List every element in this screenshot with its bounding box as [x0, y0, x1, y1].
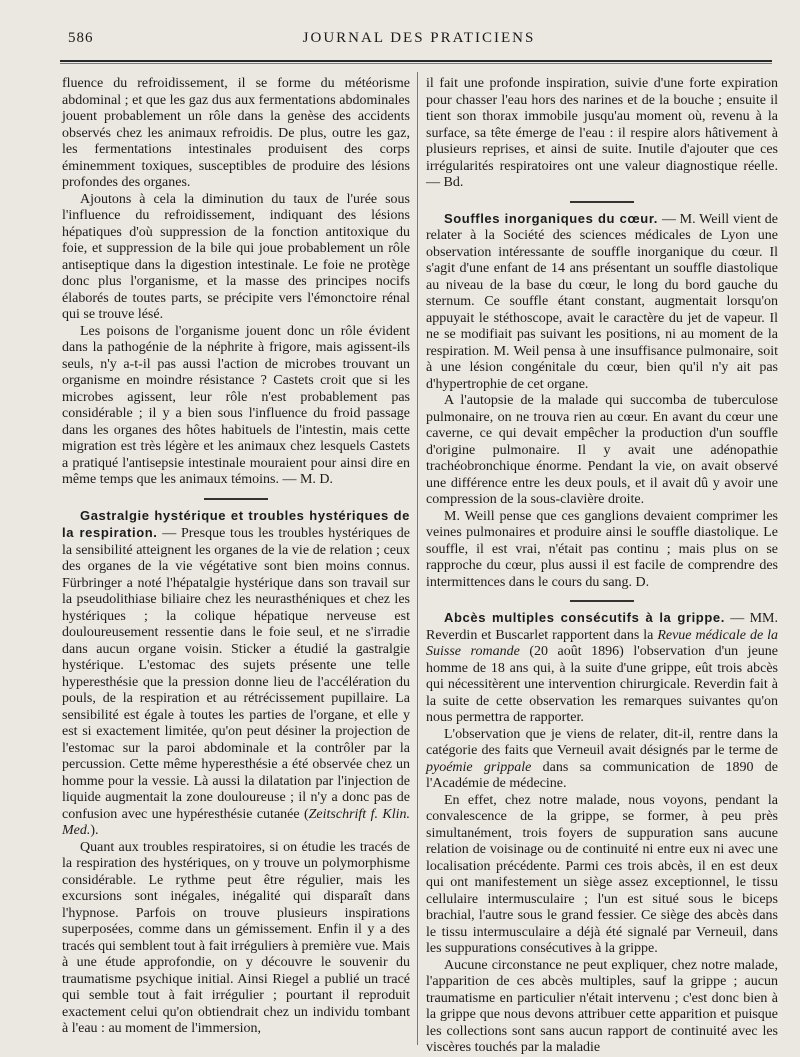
article-abces: [426, 610, 778, 727]
section-separator: [204, 498, 268, 500]
citation: Revue médicale de la Suisse romande: [426, 627, 778, 659]
paragraph: Ajoutons à cela la diminution du taux de l'urée sous l'influence du refroidissement, indiquant des lésions hépatiques d'où suppression de la fonction antitoxique du foie, et suppression de la bile qui joue probablement un rôle antiseptique dans la digestion intestinale. Le foie ne protège donc plus l'organisme, et la masse des principes nocifs élaborés de toutes parts, se précipite vers l'émonctoire rénal qui se trouve lésé.: [62, 191, 410, 322]
section-title: Gastralgie hystérique et troubles hystériques de la respiration.: [62, 507, 410, 540]
column-divider: [417, 72, 418, 1045]
paragraph: il fait une profonde inspiration, suivie d'une forte expiration pour chasser l'eau hors des narines et de la bouche ; ensuite il tient son thorax immobile jusqu'au moment où, revenu à la surface, sa tête émerge de l'eau : il respire alors hâtivement à plusieurs reprises, et ainsi de suite. Inutile d'ajouter que ces irrégularités respiratoires ont une valeur diagnostique réelle. — Bd.: [426, 76, 778, 190]
article-text: dans sa communication de 1890 de l'Académie de médecine.: [426, 759, 779, 791]
article-text: — Presque tous les troubles hystériques de la sensibilité atteignent les organes de la vie de relation ; ceux des organes de la vie végétative sont bien moins connus. Fürbringer a noté l'hépatalgie hystérique dans son travail sur la pseudolithiase biliaire chez les neurasthéniques et chez les hystériques ; la colique hépatique nerveuse est douloureusement ressentie dans le foie seul, et ne s'irradie dans aucun organe voisin. Sticker a étudié la gastralgie hystérique. L'estomac des sujets présente une telle hyperesthésie que la pression donne lieu de l'accélération du pouls, de la respiration et au rétrécissement pupillaire. La sensibilité est égale à toutes les parties de l'organe, et elle y est si exactement limitée, qu'on peut désiner la projection de l'estomac sur la paroi abdominale et la contrôler par la percussion. Cette même hyperesthésie a été observée chez un homme pour la vessie. Là aussi la dilatation par l'injection de liquide augmentait la zone douloureuse ; il n'y a donc pas de confusion avec une hypéresthésie cutanée (: [62, 526, 411, 822]
paragraph: A l'autopsie de la malade qui succomba de tuberculose pulmonaire, on ne trouva rien au cœur. En avant du cœur une caverne, ce qui devait empêcher la production d'un souffle d'origine pulmonaire. Il y avait une adénopathie trachéobronchique énorme. Pendant la vie, on avait observé une différence entre les deux pouls, et il avait dû y avoir une compression de la sous-clavière droite.: [426, 393, 778, 507]
journal-title: JOURNAL DES PRATICIENS: [302, 30, 536, 46]
paragraph: Aucune circonstance ne peut expliquer, chez notre malade, l'apparition de ces abcès multiples, sauf la grippe ; aucun traumatisme en particulier n'était intervenu ; c'est donc bien à la grippe que nous devons attribuer cette apparition et puisque les collections sont sans aucun rapport de continuité avec les viscères touchés par la maladie: [426, 957, 778, 1055]
article-gastralgie: [62, 508, 410, 840]
left-column: [62, 76, 410, 1038]
paragraph: M. Weill pense que ces ganglions devaient comprimer les veines pulmonaires et produire ainsi le souffle diastolique. Le souffle, il est vrai, n'était pas continu ; mais plus on se rapproche du cœur, plus aussi il est facile de comprendre des intermittences dans le cours du sang. D.: [426, 508, 778, 590]
paragraph: fluence du refroidissement, il se forme du météorisme abdominal ; et que les gaz dus aux fermentations abdominales jouent probablement un rôle dans la genèse des accidents observés chez les animaux refroidis. De plus, outre les gaz, les fermentations intestinales produisent des corps éminemment toxiques, susceptibles de produire des lésions profondes des organes.: [62, 76, 410, 190]
page-header: [68, 30, 770, 54]
section-title: Souffles inorganiques du cœur.: [444, 210, 658, 226]
paragraph: [426, 727, 778, 793]
header-rule: [60, 60, 772, 62]
citation: Zeitschrift f. Klin. Med.: [62, 806, 410, 838]
header-rule-thin: [60, 63, 772, 64]
paragraph: Quant aux troubles respiratoires, si on étudie les tracés de la respiration des hystériques, on y trouve un polymorphisme considérable. Le rythme peut être régulier, mais les excursions sont inégales, inégalité qui disparaît dans l'hypnose. Parfois on trouve plusieurs inspirations superposées, comme dans un gémissement. Enfin il y a des tracés qui semblent tout à fait irréguliers à première vue. Mais à une étude approfondie, on y découvre le souvenir du traumatisme psychique initial. Ainsi Riegel a publié un tracé qui semble tout à fait irrégulier ; pourtant il reproduit exactement celui qu'on obtiendrait chez un individu tombant à l'eau : au moment de l'immersion,: [62, 839, 410, 1036]
article-text: — MM. Reverdin et Buscarlet rapportent dans la: [426, 611, 778, 643]
article-souffles: [426, 211, 778, 394]
page-number: 586: [68, 30, 94, 46]
article-text: — M. Weill vient de relater à la Société des sciences médicales de Lyon une observation intéressante de souffle inorganique du cœur. Il s'agit d'une enfant de 14 ans présentant un souffle diastolique au niveau de la base du cœur, le long du bord gauche du sternum. Ce souffle étant constant, augmentait lorsqu'on appuyait le stéthoscope, avait le caractère du jet de vapeur. Il ne se modifiait pas suivant les positions, ni au moment de la respiration. M. Weil pensa à une insuffisance pulmonaire, soit à une lésion congénitale du cœur, bien qu'il n'y ait pas d'hypertrophie de cet organe.: [426, 211, 778, 392]
article-text: (20 août 1896) l'observation d'un jeune homme de 18 ans qui, à la suite d'une grippe, eût trois abcès qui nécessitèrent une intervention chirurgicale. Reverdin fait à la suite de cette observation les remarques suivantes qu'on nous permettra de rapporter.: [426, 644, 778, 725]
section-title: Abcès multiples consécutifs à la grippe.: [444, 610, 725, 625]
article-text: ).: [90, 823, 99, 838]
paragraph: Les poisons de l'organisme jouent donc un rôle évident dans la pathogénie de la néphrite à frigore, mais agissent-ils seuls, n'y a-t-il pas aussi l'action de microbes trouvant un organisme en moindre résistance ? Castets croit que si les microbes agissent, leur rôle n'est probablement pas considérable ; il y a bien sous l'influence du froid passage dans les organes des hôtes habituels de l'intestin, mais cette migration est très légère et les animaux chez lesquels Castets a pratiqué l'antisepsie intestinale mouraient pour ainsi dire en même temps que les animaux témoins. — M. D.: [62, 323, 410, 487]
section-separator: [570, 201, 634, 203]
article-text: L'observation que je viens de relater, dit-il, rentre dans la catégorie des faits que Verneuil avait désignés par le terme de: [426, 726, 778, 758]
right-column: [426, 76, 778, 1057]
paragraph: En effet, chez notre malade, nous voyons, pendant la convalescence de la grippe, se former, à peu près simultanément, trois foyers de suppuration sans aucune relation de voisinage ou de continuité ni entre eux ni avec une localisation précédente. Parmi ces trois abcès, il en est deux qui ont manifestement un siège assez exceptionnel, le tissu cellulaire intermusculaire ; l'un est situé sous le biceps brachial, l'autre sous le grand fessier. Ce siège des abcès dans le tissu intermusculaire a déjà été signalé par Verneuil, dans les suppurations consécutives à la grippe.: [426, 792, 778, 956]
section-separator: [570, 600, 634, 602]
term: pyoémie grippale: [426, 759, 532, 775]
